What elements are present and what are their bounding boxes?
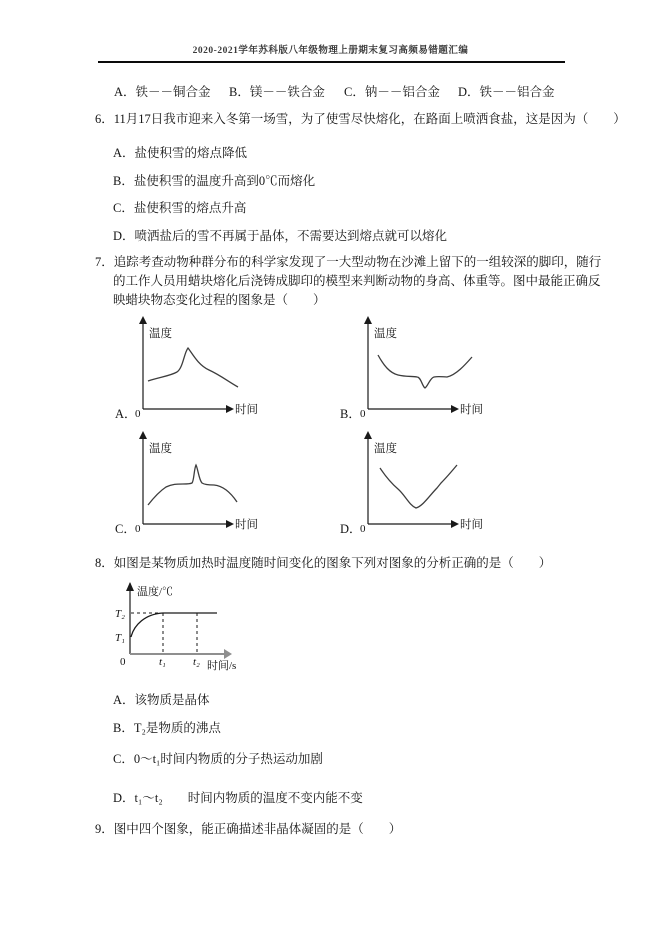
- temperature-curve: [148, 465, 237, 505]
- q8-option-a: A．该物质是晶体: [113, 693, 210, 707]
- x-axis-arrow-icon: [226, 520, 234, 528]
- question-7-stem: 7．追踪考查动物种群分布的科学家发现了一大型动物在沙滩上留下的一组较深的脚印，随行的工作人员用蜡块熔化后浇铸成脚印的模型来判断动物的身高、体重等。图中最能正确反映蜡块物态变化过程的图象是（ ）: [95, 255, 602, 307]
- x-axis-arrow-icon: [224, 649, 232, 659]
- q7-graph-a: [113, 314, 265, 420]
- option-label: A．: [115, 407, 137, 420]
- origin-label: 0: [360, 408, 366, 420]
- question-8-stem: 8．如图是某物质加热时温度随时间变化的图象下列对图象的分析正确的是（ ）: [95, 556, 552, 570]
- q6-option-b: B．盐使积雪的温度升高到0℃而熔化: [113, 174, 316, 188]
- x-axis-label: 时间/s: [207, 660, 237, 672]
- q6-option-d: D．喷洒盐后的雪不再属于晶体，不需要达到熔点就可以熔化: [113, 229, 448, 243]
- origin-label: 0: [360, 523, 366, 535]
- y-axis-label: 温度: [374, 328, 397, 340]
- q7-graph-c: [113, 429, 265, 535]
- y-tick-T1: T₁: [115, 632, 125, 644]
- q5-option-b: B．镁－－铁合金: [229, 85, 325, 99]
- question-9-stem: 9．图中四个图象，能正确描述非晶体凝固的是（ ）: [95, 822, 402, 836]
- q8-option-c: C．0～t₁时间内物质的分子热运动加剧: [113, 752, 323, 766]
- q5-option-d: D．铁－－铝合金: [458, 85, 555, 99]
- y-axis-arrow-icon: [139, 431, 147, 439]
- origin-label: 0: [135, 408, 141, 420]
- temperature-curve: [378, 355, 472, 388]
- q7-graph-b: [338, 314, 490, 420]
- y-axis-arrow-icon: [139, 316, 147, 324]
- option-label: B．: [340, 407, 361, 420]
- y-axis-arrow-icon: [364, 316, 372, 324]
- y-axis-label: 温度: [149, 328, 172, 340]
- y-axis-label: 温度: [149, 443, 172, 455]
- y-axis-label: 温度: [374, 443, 397, 455]
- y-axis-label: 温度/℃: [137, 586, 174, 598]
- temperature-curve: [131, 613, 217, 637]
- y-tick-T2: T₂: [115, 608, 125, 620]
- q5-option-a: A．铁－－铜合金: [114, 85, 211, 99]
- document-title: 2020-2021学年苏科版八年级物理上册期末复习高频易错题汇编: [192, 46, 469, 56]
- x-axis-label: 时间: [235, 519, 258, 531]
- q6-option-c: C．盐使积雪的熔点升高: [113, 201, 247, 215]
- q8-option-d: D．t₁～t₂ 时间内物质的温度不变内能不变: [113, 791, 363, 805]
- q7-graph-d: [338, 429, 490, 535]
- origin-label: 0: [120, 656, 126, 668]
- x-axis-arrow-icon: [451, 520, 459, 528]
- option-label: D．: [340, 522, 362, 535]
- question-6-stem: 6．11月17日我市迎来入冬第一场雪，为了使雪尽快熔化，在路面上喷洒食盐，这是因为（ ）: [95, 112, 626, 126]
- y-axis-arrow-icon: [126, 582, 134, 591]
- x-tick-t1: t₁: [159, 656, 166, 668]
- q5-option-c: C．钠－－铝合金: [344, 85, 440, 99]
- y-axis-arrow-icon: [364, 431, 372, 439]
- x-axis-arrow-icon: [226, 405, 234, 413]
- temperature-curve: [380, 465, 457, 508]
- x-axis-label: 时间: [235, 404, 258, 416]
- header-divider: [98, 61, 565, 63]
- x-axis-arrow-icon: [451, 405, 459, 413]
- temperature-curve: [148, 348, 238, 387]
- option-label: C．: [115, 522, 136, 535]
- q6-option-a: A．盐使积雪的熔点降低: [113, 146, 248, 160]
- origin-label: 0: [135, 523, 141, 535]
- x-axis-label: 时间: [460, 519, 483, 531]
- x-tick-t2: t₂: [193, 656, 200, 668]
- q8-option-b: B．T₂是物质的沸点: [113, 721, 221, 735]
- x-axis-label: 时间: [460, 404, 483, 416]
- q8-graph: [104, 581, 256, 675]
